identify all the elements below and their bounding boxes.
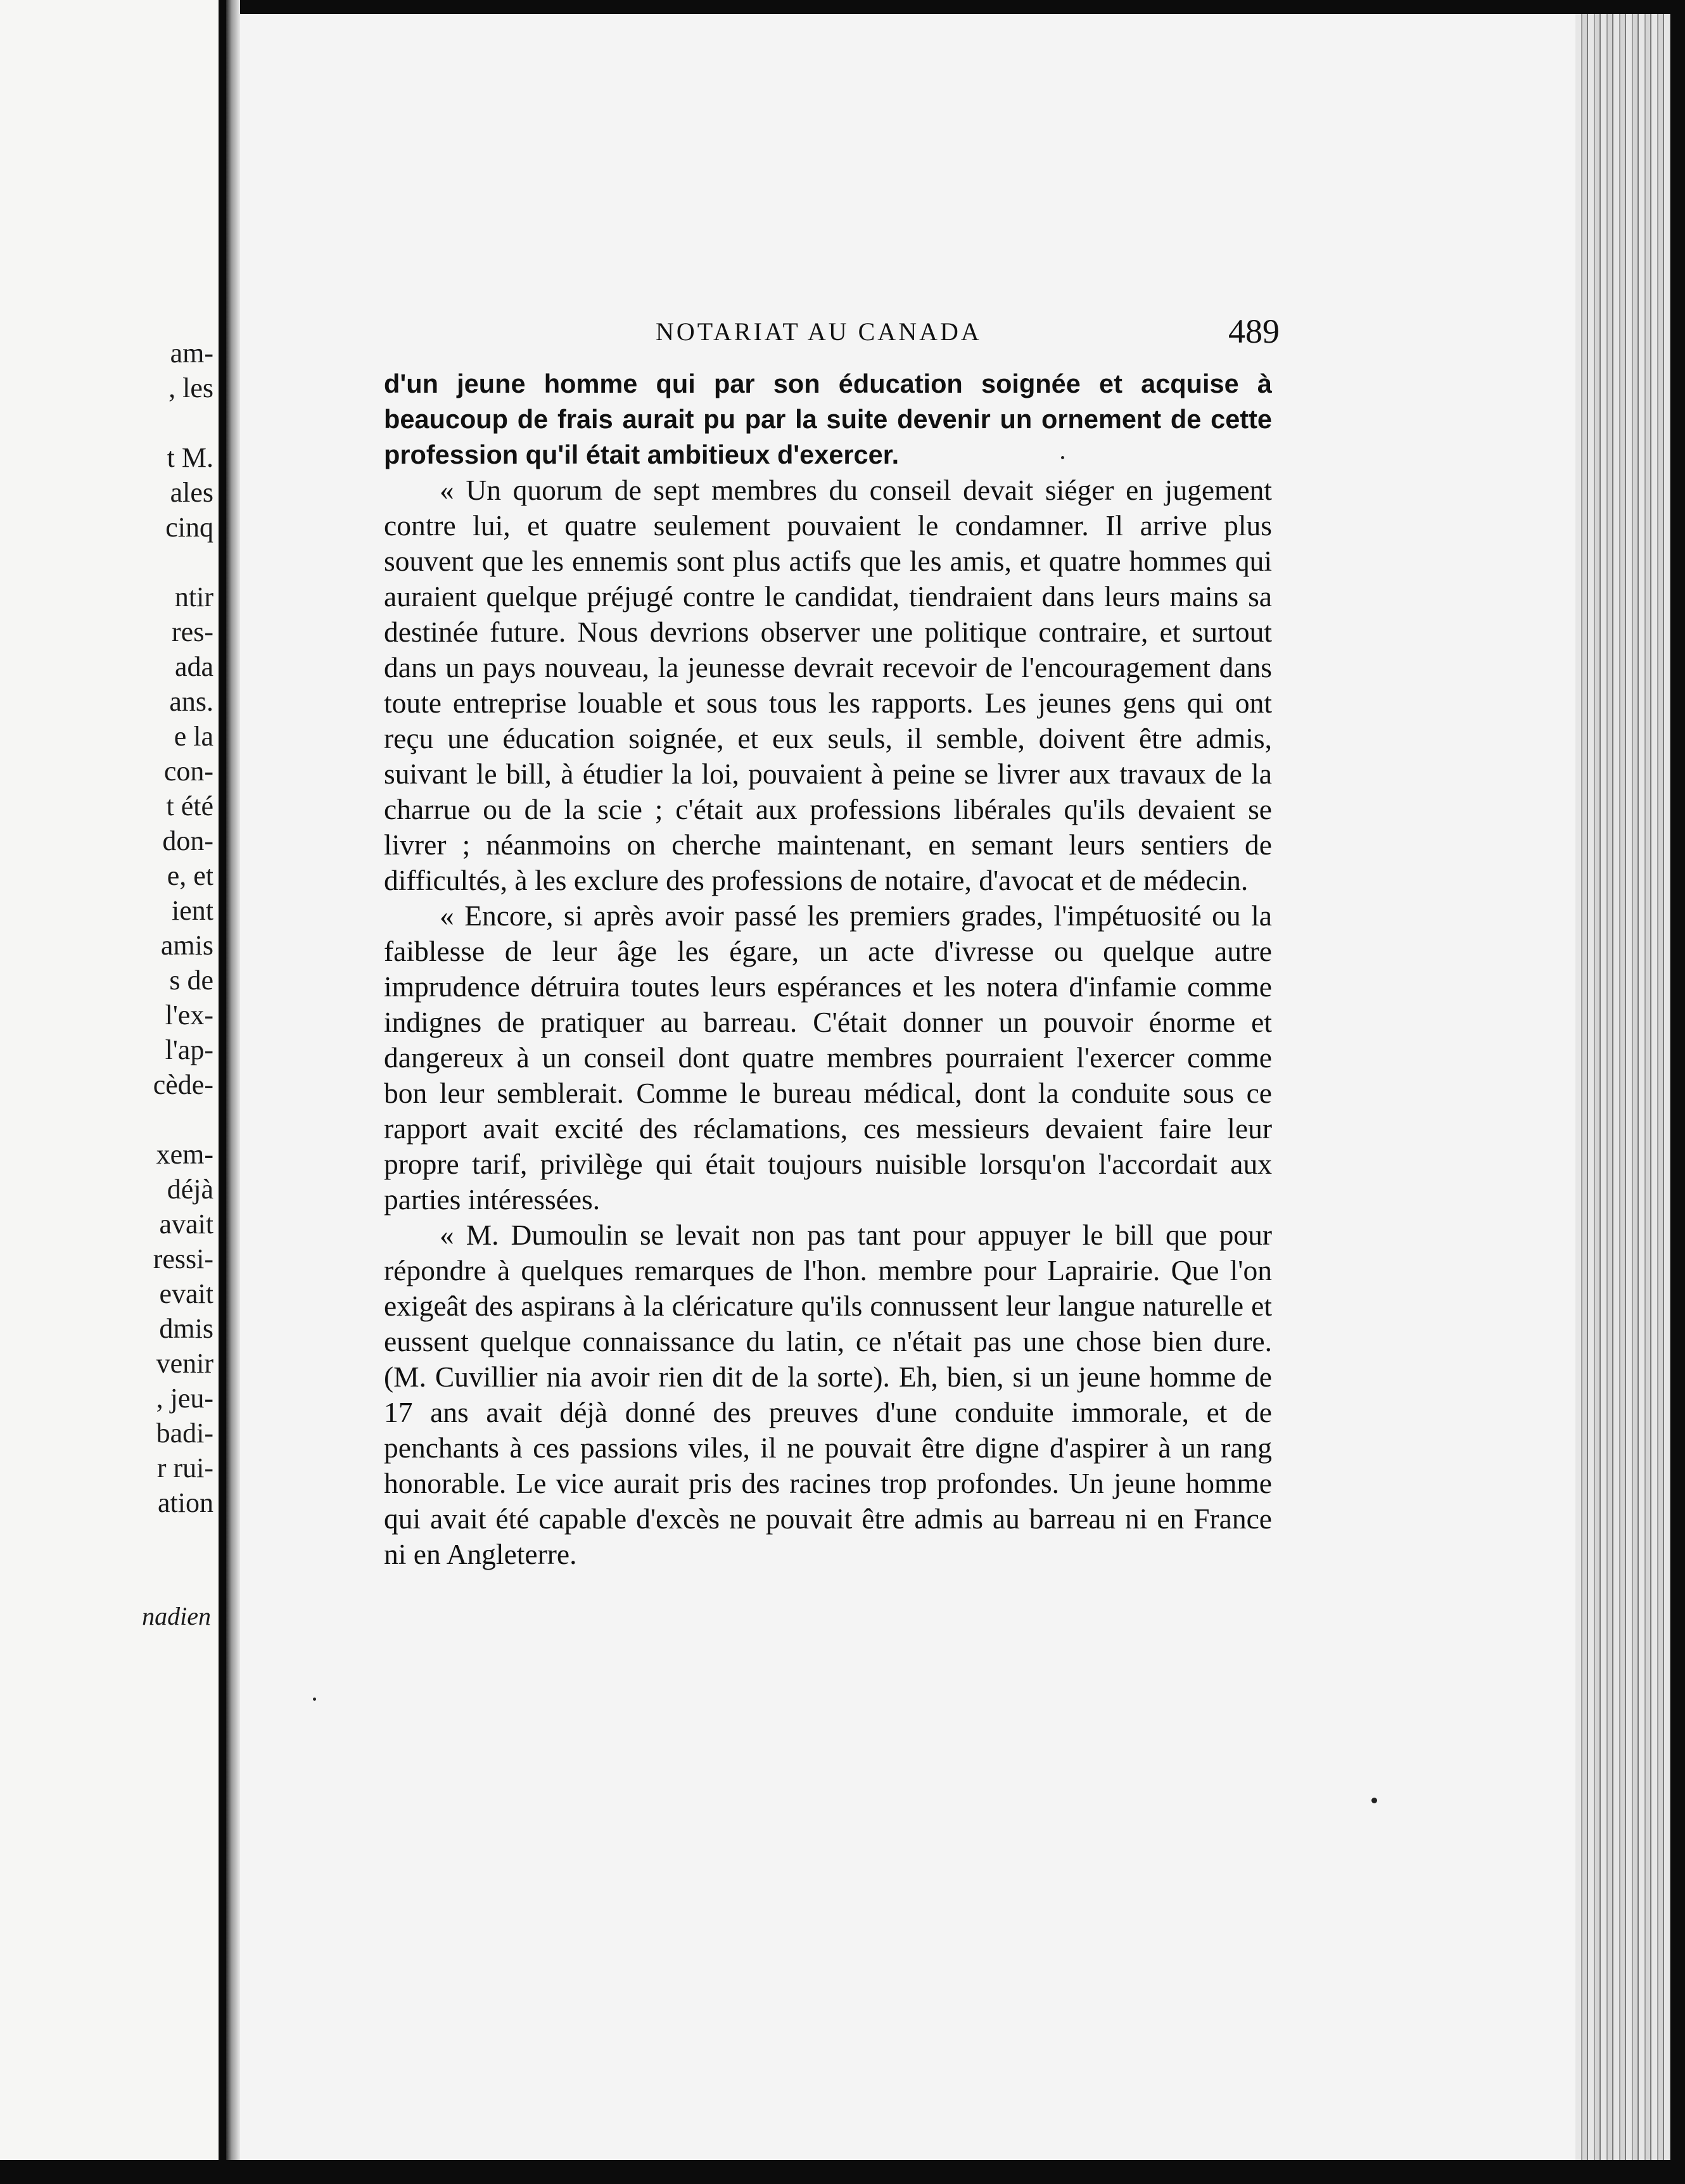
left-page-text [4,336,213,1520]
left-page-line [4,405,213,440]
left-page-line: don- [162,825,213,856]
left-page-line [4,1102,213,1137]
page-header [393,312,1280,355]
left-page-line: ans. [169,686,213,717]
left-page-line: venir [156,1348,213,1379]
left-page-line: ales [170,477,213,508]
page-number: 489 [1228,312,1280,350]
left-page-line: , les [168,372,213,403]
paragraph-2: « Un quorum de sept membres du conseil devait siéger en jugement contre lui, et quatre seulement pouvaient le condamner. Il arrive plus souvent que les ennemis sont plus actifs que les amis, et quatre hommes qui auraient quelque préjugé contre le candidat, tiendraient dans leurs mains sa destinée future. Nous devrions observer une politique contraire, et surtout dans un pays nouveau, la jeunesse devrait recevoir de l'encouragement dans toute entreprise louable et sous tous les rapports. Les jeunes gens qui ont reçu une éducation soignée, et eux seuls, il semble, doivent être admis, suivant le bill, à étudier la loi, pouvaient à peine se livrer aux travaux de la charrue ou de la scie ; c'était aux professions libérales qu'ils devaient se livrer ; néanmoins on cherche maintenant, en semant leurs sentiers de difficultés, à les exclure des professions de notaire, d'avocat et de médecin. [384,474,1272,896]
body-text [384,366,1272,1572]
left-page-line: ntir [174,581,213,613]
page-edges [1575,14,1670,2166]
left-page [0,0,219,2160]
left-page-line: evait [159,1278,213,1309]
left-page-line: xem- [156,1139,213,1170]
left-page-line: con- [163,756,213,787]
left-page-line: am- [170,338,213,369]
left-page-line: ation [158,1487,213,1518]
left-page-line: t M. [167,442,213,473]
left-page-line: l'ex- [165,1000,213,1031]
left-page-line: , jeu- [156,1383,213,1414]
left-page-line: badi- [156,1418,213,1449]
left-page-line: e, et [167,860,213,891]
left-page-line: ressi- [153,1243,213,1274]
left-page-line: avait [159,1209,213,1240]
left-page-line: ient [172,895,213,926]
left-page-line: ada [174,651,213,682]
paragraph-3: « Encore, si après avoir passé les premiers grades, l'impétuosité ou la faiblesse de leur âge les égare, un acte d'ivresse ou quelque autre imprudence détruira toutes leurs espérances et les notera d'infamie comme indignes de pratiquer au barreau. C'était donner un pouvoir énorme et dangereux à un conseil dont quatre membres pourraient l'exercer comme bon leur semblerait. Comme le bureau médical, dont la conduite sous ce rapport avait excité des réclamations, ces messieurs devaient faire leur propre tarif, privilège qui était toujours nuisible lorsqu'on l'accordait aux parties intéressées. [384,899,1272,1216]
paragraph-4: « M. Dumoulin se levait non pas tant pour appuyer le bill que pour répondre à quelques remarques de l'hon. membre pour Laprairie. Que l'on exigeât des aspirans à la cléricature qu'ils connussent leur langue naturelle et eussent quelque connaissance du latin, ce n'était pas une chose bien dure. (M. Cuvillier nia avoir rien dit de la sorte). Eh, bien, si un jeune homme de 17 ans avait déjà donné des preuves d'une conduite immorale, et de penchants à ces passions viles, il ne pouvait être digne d'aspirer à un rang honorable. Le vice aurait pris des racines trop profondes. Un jeune homme qui avait été capable d'excès ne pouvait être admis au barreau ni en France ni en Angleterre. [384,1219,1272,1570]
running-title: NOTARIAT AU CANADA [656,317,982,346]
book-gutter [219,0,226,2166]
ink-speck [1371,1798,1377,1803]
left-page-line: r rui- [156,1452,213,1483]
gutter-shadow [226,0,240,2166]
ink-speck [1061,456,1064,459]
left-page-footer: nadien [142,1602,211,1630]
left-page-line: cède- [153,1069,213,1100]
left-page-line: e la [174,721,213,752]
left-page-line: déjà [167,1174,213,1205]
left-page-line: amis [160,930,213,961]
left-page-line: l'ap- [165,1034,213,1065]
left-page-line: s de [169,965,213,996]
bottom-border [0,2160,1685,2184]
left-page-line: t été [166,790,213,822]
paragraph-1: d'un jeune homme qui par son éducation soignée et acquise à beaucoup de frais aurait pu par la suite devenir un ornement de cette profession qu'il était ambitieux d'exercer. [384,369,1272,469]
ink-speck [313,1698,316,1701]
left-page-line: cinq [165,512,213,543]
left-page-line: dmis [159,1313,213,1344]
left-page-line [4,545,213,580]
left-page-line: res- [172,616,213,647]
